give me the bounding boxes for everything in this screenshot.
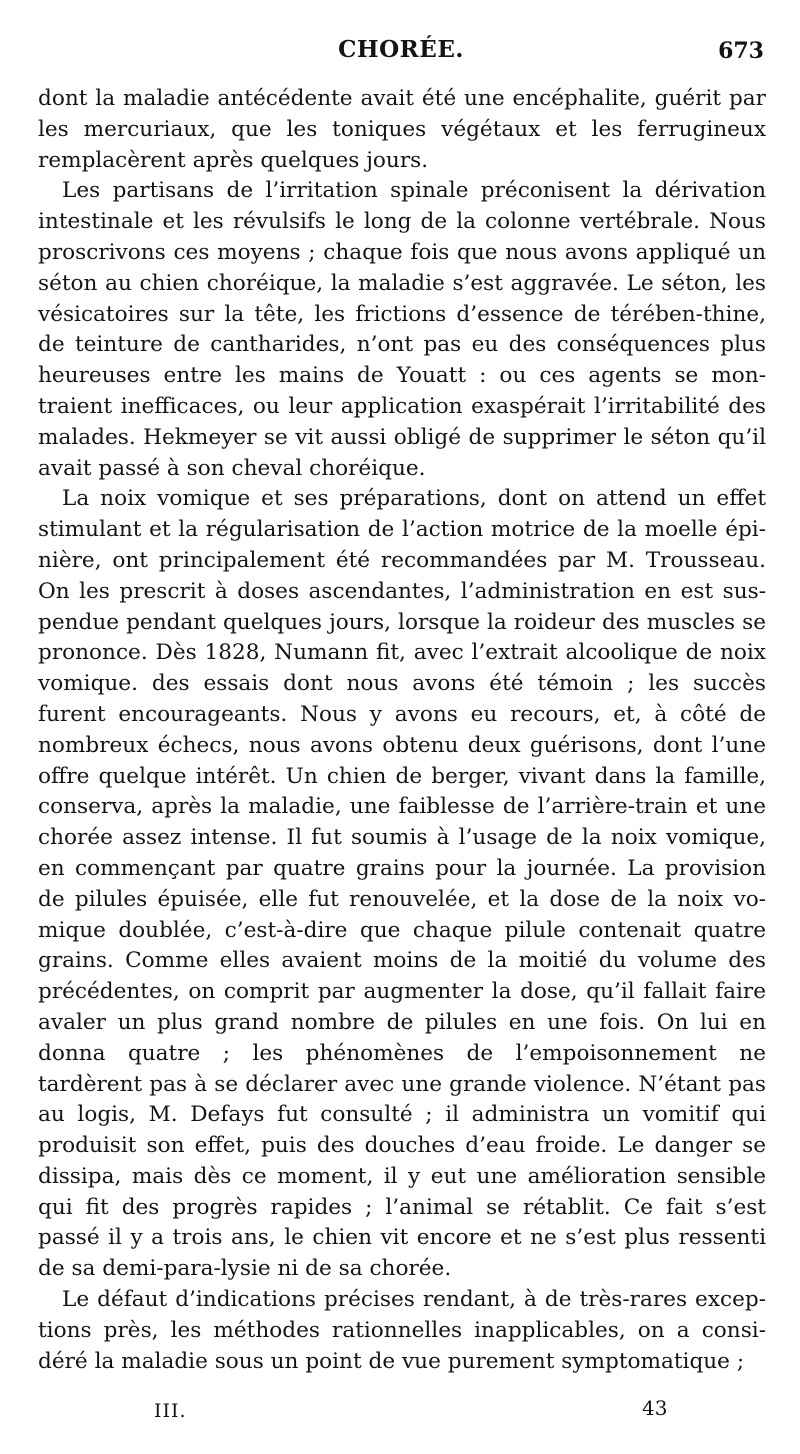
page-footer [38, 1396, 764, 1428]
body-text [38, 84, 766, 1377]
paragraph-continuation: dont la maladie antécédente avait été une encéphalite, guérit par les mercuriaux, que les toniques végétaux et les ferrugineux remplacèrent après quelques jours. [38, 86, 766, 173]
paragraph-spinal-irritation: Les partisans de l’irritation spinale préconisent la dérivation intestinale et les révulsifs le long de la colonne vertébrale. Nous proscrivons ces moyens ; chaque fois que nous avons appliqué un séton au chien choréique, la maladie s’est aggravée. Le séton, les vésicatoires sur la tête, les frictions d’essence de térében-thine, de teinture de cantharides, n’ont pas eu des conséquences plus heureuses entre les mains de Youatt : ou ces agents se mon-traient inefficaces, ou leur application exaspérait l’irritabilité des malades. Hekmeyer se vit aussi obligé de supprimer le séton qu’il avait passé à son cheval choréique. [38, 178, 766, 481]
signature-number: 43 [642, 1396, 668, 1420]
page-header [38, 36, 764, 68]
paragraph-symptomatic: Le défaut d’indications précises rendant, à de très-rares excep-tions près, les méthodes rationnelles inapplicables, on a consi-déré la maladie sous un point de vue purement symptomatique ; [38, 1287, 766, 1374]
running-title: CHORÉE. [338, 36, 464, 63]
signature-mark: III. [154, 1400, 187, 1422]
page-number: 673 [718, 38, 764, 64]
paragraph-noix-vomique: La noix vomique et ses préparations, dont on attend un effet stimulant et la régularisation de l’action motrice de la moelle épi-nière, ont principalement été recommandées par M. Trousseau. On les prescrit à doses ascendantes, l’administration en est sus-pendue pendant quelques jours, lorsque la roideur des muscles se prononce. Dès 1828, Numann fit, avec l’extrait alcoolique de noix vomique. des essais dont nous avons été témoin ; les succès furent encourageants. Nous y avons eu recours, et, à côté de nombreux échecs, nous avons obtenu deux guérisons, dont l’une offre quelque intérêt. Un chien de berger, vivant dans la famille, conserva, après la maladie, une faiblesse de l’arrière-train et une chorée assez intense. Il fut soumis à l’usage de la noix vomique, en commençant par quatre grains pour la journée. La provision de pilules épuisée, elle fut renouvelée, et la dose de la noix vo-mique doublée, c’est-à-dire que chaque pilule contenait quatre grains. Comme elles avaient moins de la moitié du volume des précédentes, on comprit par augmenter la dose, qu’il fallait faire avaler un plus grand nombre de pilules en une fois. On lui en donna quatre ; les phénomènes de l’empoisonnement ne tardèrent pas à se déclarer avec une grande violence. N’étant pas au logis, M. Defays fut consulté ; il administra un vomitif qui produisit son effet, puis des douches d’eau froide. Le danger se dissipa, mais dès ce moment, il y eut une amélioration sensible qui fit des progrès rapides ; l’animal se rétablit. Ce fait s’est passé il y a trois ans, le chien vit encore et ne s’est plus ressenti de sa demi-para-lysie ni de sa chorée. [38, 486, 766, 1282]
